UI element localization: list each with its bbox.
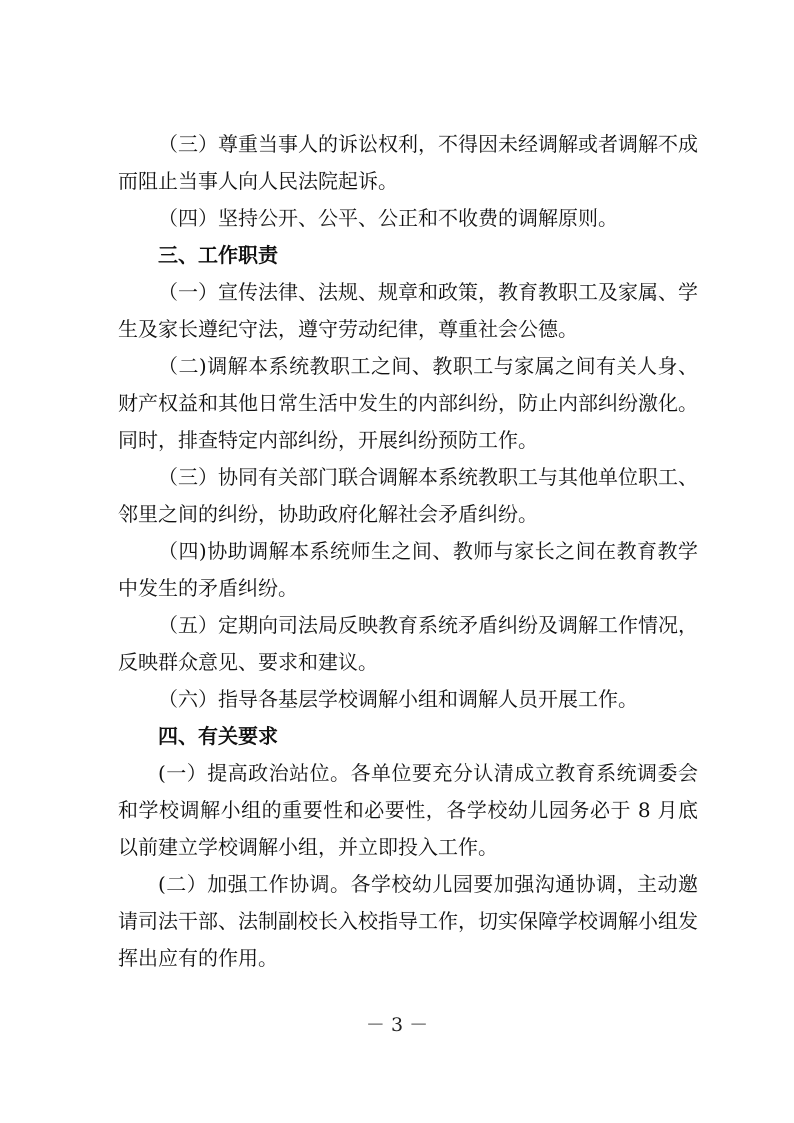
paragraph-duty-1: （一）宣传法律、法规、规章和政策，教育教职工及家属、学生及家长遵纪守法，遵守劳动纪律，尊重社会公德。 (118, 280, 698, 341)
paragraph-duty-2: （二)调解本系统教职工之间、教职工与家属之间有关人身、财产权益和其他日常生活中发生的内部纠纷，防止内部纠纷激化。同时，排查特定内部纠纷，开展纠纷预防工作。 (118, 354, 698, 452)
paragraph-duty-5: （五）定期向司法局反映教育系统矛盾纠纷及调解工作情况，反映群众意见、要求和建议。 (118, 613, 698, 674)
page-number: － 3 － (365, 1014, 429, 1036)
section-heading-duties: 三、工作职责 (158, 243, 278, 267)
paragraph-requirement-2: (二）加强工作协调。各学校幼儿园要加强沟通协调，主动邀请司法干部、法制副校长入校指导工作，切实保障学校调解小组发挥出应有的作用。 (118, 872, 698, 970)
paragraph-duty-6: （六）指导各基层学校调解小组和调解人员开展工作。 (158, 687, 638, 711)
document-body (118, 126, 698, 977)
paragraph-duty-4: （四)协助调解本系统师生之间、教师与家长之间在教育教学中发生的矛盾纠纷。 (118, 539, 698, 600)
paragraph-duty-3: （三）协同有关部门联合调解本系统教职工与其他单位职工、邻里之间的纠纷，协助政府化解社会矛盾纠纷。 (118, 465, 698, 526)
paragraph-item-3-respect-rights: （三）尊重当事人的诉讼权利，不得因未经调解或者调解不成而阻止当事人向人民法院起诉。 (118, 132, 698, 193)
section-heading-requirements: 四、有关要求 (158, 724, 278, 748)
paragraph-requirement-1: (一）提高政治站位。各单位要充分认清成立教育系统调委会和学校调解小组的重要性和必要性，各学校幼儿园务必于 8 月底以前建立学校调解小组，并立即投入工作。 (118, 761, 698, 859)
paragraph-item-4-principles: （四）坚持公开、公平、公正和不收费的调解原则。 (158, 206, 618, 230)
